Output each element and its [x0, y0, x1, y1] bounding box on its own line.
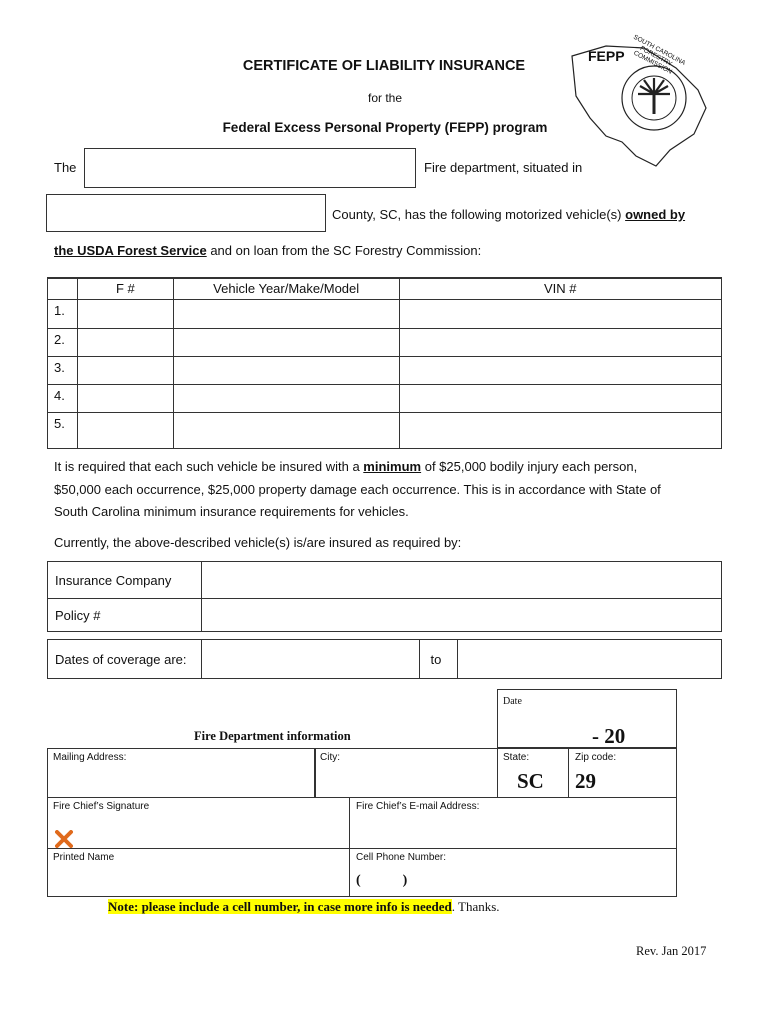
row-number: 3. [48, 356, 78, 384]
fepp-logo [566, 33, 716, 168]
usda-emphasis: the USDA Forest Service [54, 243, 207, 258]
logo-ring-text: SOUTH CAROLINA FORESTRY COMMISSION [632, 33, 687, 76]
program-title: Federal Excess Personal Property (FEPP) program [222, 120, 548, 135]
f-number-cell[interactable] [77, 384, 173, 412]
f-number-cell[interactable] [77, 412, 173, 448]
vin-cell[interactable] [399, 384, 721, 412]
insurance-company-field[interactable] [201, 562, 721, 599]
subtitle-for-the: for the [367, 91, 403, 105]
vehicle-table-header [48, 278, 722, 299]
col-header-vehicle: Vehicle Year/Make/Model [173, 278, 399, 299]
cell-phone-value: ( ) [356, 873, 408, 888]
currently-insured-text: Currently, the above-described vehicle(s) is/are insured as required by: [54, 535, 462, 550]
row-number: 2. [48, 328, 78, 356]
policy-number-label: Policy # [48, 599, 202, 632]
insurance-company-label: Insurance Company [48, 562, 202, 599]
state-label: State: [503, 752, 530, 763]
logo-badge: FEPP [588, 48, 625, 64]
owned-by-emphasis: owned by [625, 207, 686, 222]
requirement-line-3: South Carolina minimum insurance requirements for vehicles. [54, 504, 409, 519]
the-label: The [54, 160, 77, 175]
minimum-emphasis: minimum [363, 459, 422, 474]
corner-cell [48, 278, 78, 299]
col-header-vin: VIN # [399, 278, 721, 299]
f-number-cell[interactable] [77, 356, 173, 384]
table-row [48, 299, 722, 328]
printed-name-label: Printed Name [53, 852, 115, 863]
date-label: Date [503, 696, 522, 707]
vin-cell[interactable] [399, 356, 721, 384]
coverage-start-field[interactable] [201, 640, 420, 679]
row-number: 4. [48, 384, 78, 412]
coverage-dates-label: Dates of coverage are: [48, 640, 202, 679]
table-row [48, 356, 722, 384]
fd-info-title: Fire Department information [194, 729, 351, 743]
county-field[interactable] [46, 194, 326, 232]
f-number-cell[interactable] [77, 299, 173, 328]
col-header-f: F # [77, 278, 173, 299]
note-thanks: . Thanks. [451, 899, 500, 914]
city-label: City: [320, 752, 340, 763]
date-value: - 20 [592, 724, 626, 748]
date-field[interactable] [497, 689, 677, 748]
document-title: CERTIFICATE OF LIABILITY INSURANCE [242, 58, 526, 74]
county-text [332, 207, 685, 222]
requirement-text-a: It is required that each such vehicle be insured with a [54, 459, 360, 474]
county-sentence: County, SC, has the following motorized vehicle(s) [332, 207, 622, 222]
usda-line [54, 243, 481, 258]
to-label: to [420, 640, 458, 679]
vehicle-cell[interactable] [173, 412, 399, 448]
cell-phone-label: Cell Phone Number: [356, 852, 447, 863]
insurance-table [47, 561, 722, 632]
zip-code-label: Zip code: [575, 752, 617, 763]
vin-cell[interactable] [399, 412, 721, 448]
vin-cell[interactable] [399, 328, 721, 356]
city-field[interactable] [315, 748, 498, 798]
row-number: 1. [48, 299, 78, 328]
table-row [48, 328, 722, 356]
note-highlight: Note: please include a cell number, in case more info is needed [108, 899, 452, 914]
chief-signature-label: Fire Chief’s Signature [53, 801, 150, 812]
vehicle-cell[interactable] [173, 384, 399, 412]
policy-number-field[interactable] [201, 599, 721, 632]
requirement-line-1 [54, 459, 637, 474]
note-line [108, 899, 500, 915]
loan-sentence: and on loan from the SC Forestry Commission: [210, 243, 482, 258]
vin-cell[interactable] [399, 299, 721, 328]
revision-date: Rev. Jan 2017 [636, 944, 707, 958]
vehicle-cell[interactable] [173, 299, 399, 328]
f-number-cell[interactable] [77, 328, 173, 356]
table-row [48, 384, 722, 412]
mailing-address-label: Mailing Address: [53, 752, 127, 763]
requirement-text-b: of $25,000 bodily injury each person, [424, 459, 638, 474]
chief-email-label: Fire Chief’s E-mail Address: [356, 801, 480, 812]
zip-code-value: 29 [575, 769, 596, 793]
vehicle-table [47, 277, 722, 449]
coverage-dates-table [47, 639, 722, 679]
requirement-line-2: $50,000 each occurrence, $25,000 property damage each occurrence. This is in accordance with State of [54, 482, 661, 497]
fire-department-name-field[interactable] [84, 148, 416, 188]
vehicle-cell[interactable] [173, 356, 399, 384]
row-number: 5. [48, 412, 78, 448]
table-row [48, 412, 722, 448]
vehicle-cell[interactable] [173, 328, 399, 356]
coverage-end-field[interactable] [458, 640, 722, 679]
state-value: SC [517, 769, 544, 793]
fire-department-situated-text: Fire department, situated in [424, 160, 583, 175]
sign-here-icon [55, 830, 73, 848]
